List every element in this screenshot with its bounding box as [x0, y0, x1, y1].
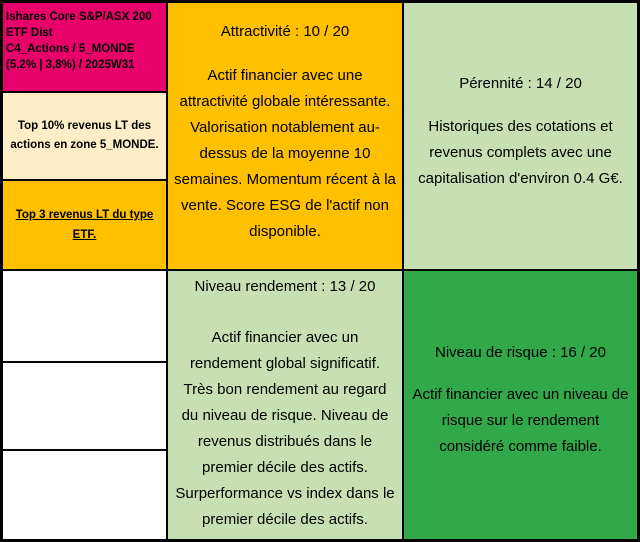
empty-cell	[2, 450, 167, 540]
attractivite-title: Attractivité : 10 / 20	[220, 23, 350, 40]
risque-cell	[403, 270, 638, 540]
top10-text: Top 10% revenus LT des actions en zone 5_MONDE.	[10, 120, 159, 151]
asset-title-line: (5,2% | 3,8%) / 2025W31	[6, 59, 135, 71]
asset-title-line: Ishares Core S&P/ASX 200	[6, 11, 152, 23]
risque-body: Actif financier avec un niveau de risque sur le rendement considéré comme faible.	[412, 386, 629, 455]
rendement-title: Niveau rendement : 13 / 20	[194, 278, 376, 295]
asset-title-line: C4_Actions / 5_MONDE	[6, 43, 135, 55]
attractivite-cell	[167, 2, 403, 270]
top3-text: Top 3 revenus LT du type ETF.	[15, 209, 154, 241]
perennite-cell	[403, 2, 638, 270]
top10-cell	[2, 92, 167, 180]
asset-title-line: ETF Dist	[6, 27, 53, 39]
attractivite-body: Actif financier avec une attractivité globale intéressante. Valorisation notablement au-dessus de la moyenne 10 semaines. Momentum récent à la vente. Score ESG de l'actif non disponible.	[174, 67, 396, 240]
rendement-cell	[167, 270, 403, 540]
empty-cell	[2, 270, 167, 362]
asset-title-cell	[2, 2, 167, 92]
risque-title: Niveau de risque : 16 / 20	[435, 344, 606, 361]
top3-cell	[2, 180, 167, 270]
rendement-body: Actif financier avec un rendement global significatif. Très bon rendement au regard du niveau de risque. Niveau de revenus distribués dans le premier décile des actifs. Surperformance vs index dans le premier décile des actifs.	[175, 329, 395, 528]
perennite-body: Historiques des cotations et revenus complets avec une capitalisation d'environ 0.4 G€.	[418, 118, 623, 187]
empty-cell	[2, 362, 167, 450]
perennite-title: Pérennité : 14 / 20	[459, 75, 582, 92]
